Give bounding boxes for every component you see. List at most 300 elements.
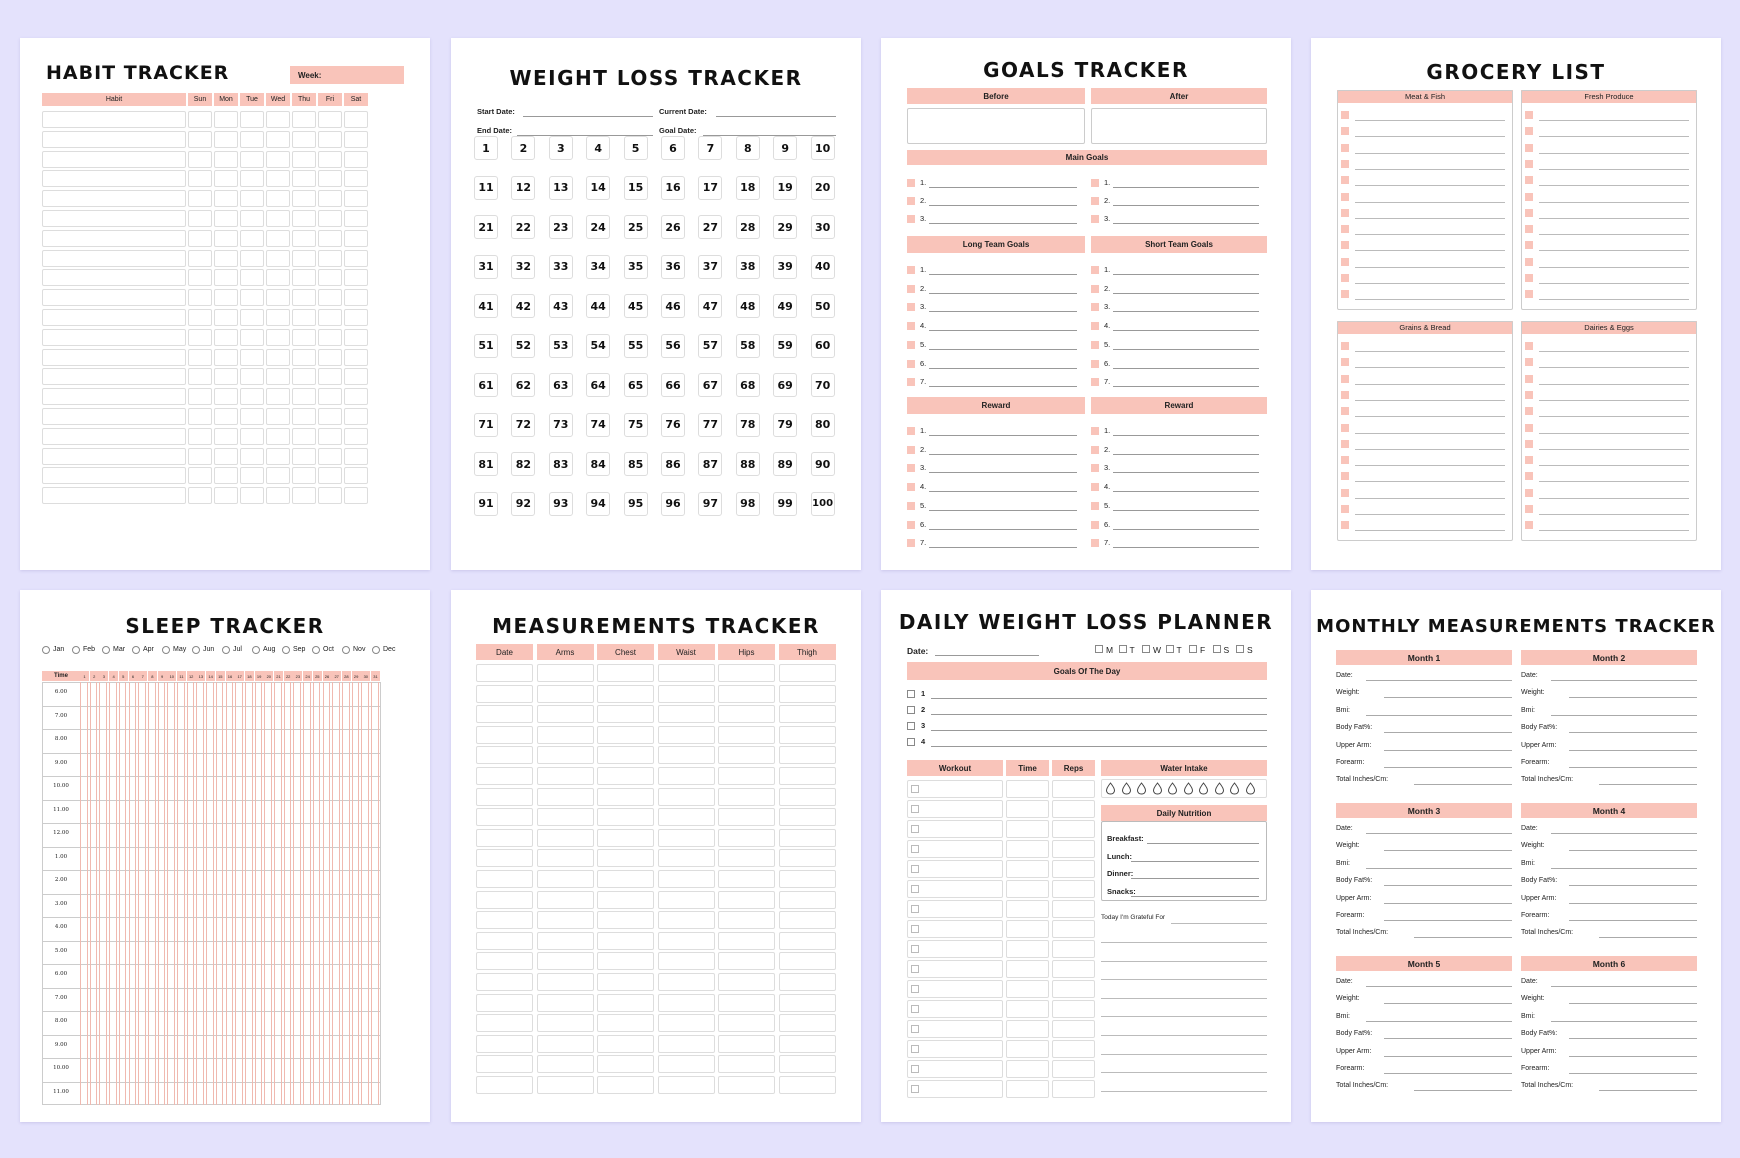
habit-cell[interactable]: [214, 210, 238, 227]
grocery-checkbox[interactable]: [1341, 241, 1349, 249]
weight-number-box[interactable]: 40: [811, 255, 835, 279]
goal-checkbox[interactable]: [907, 179, 915, 187]
grocery-checkbox[interactable]: [1341, 342, 1349, 350]
habit-cell[interactable]: [266, 329, 290, 346]
weight-number-box[interactable]: 78: [736, 413, 760, 437]
habit-cell[interactable]: [240, 368, 264, 385]
workout-cell[interactable]: [907, 780, 1003, 798]
weekday-checkbox[interactable]: [1095, 645, 1103, 653]
workout-checkbox[interactable]: [911, 925, 919, 933]
workout-reps-cell[interactable]: [1052, 800, 1095, 818]
measurement-cell[interactable]: [537, 952, 594, 970]
grocery-item-line[interactable]: [1355, 514, 1505, 515]
measurement-cell[interactable]: [718, 973, 775, 991]
daily-goal-checkbox[interactable]: [907, 706, 915, 714]
habit-cell[interactable]: [214, 448, 238, 465]
meal-line[interactable]: [1131, 878, 1259, 879]
habit-cell[interactable]: [240, 111, 264, 128]
workout-reps-cell[interactable]: [1052, 1080, 1095, 1098]
weight-number-box[interactable]: 97: [698, 492, 722, 516]
habit-cell[interactable]: [344, 408, 368, 425]
habit-cell[interactable]: [266, 467, 290, 484]
weight-number-box[interactable]: 22: [511, 215, 535, 239]
workout-checkbox[interactable]: [911, 785, 919, 793]
grocery-checkbox[interactable]: [1525, 290, 1533, 298]
grateful-line[interactable]: [1101, 961, 1267, 962]
weight-number-box[interactable]: 86: [661, 452, 685, 476]
goal-checkbox[interactable]: [1091, 197, 1099, 205]
measurement-cell[interactable]: [537, 808, 594, 826]
grocery-item-line[interactable]: [1539, 218, 1689, 219]
habit-cell[interactable]: [266, 230, 290, 247]
weight-number-box[interactable]: 24: [586, 215, 610, 239]
measurement-cell[interactable]: [718, 952, 775, 970]
daily-goal-line[interactable]: [931, 730, 1267, 731]
goal-item-line[interactable]: [929, 330, 1077, 331]
month-radio[interactable]: [42, 646, 50, 654]
measurement-cell[interactable]: [597, 994, 654, 1012]
habit-cell[interactable]: [42, 388, 186, 405]
weight-number-box[interactable]: 42: [511, 294, 535, 318]
weight-number-box[interactable]: 35: [624, 255, 648, 279]
workout-time-cell[interactable]: [1006, 820, 1049, 838]
month-radio[interactable]: [72, 646, 80, 654]
measurement-cell[interactable]: [658, 746, 715, 764]
day-column[interactable]: [129, 682, 137, 1105]
habit-cell[interactable]: [214, 467, 238, 484]
month-field-line[interactable]: [1569, 1038, 1697, 1039]
month-field-line[interactable]: [1569, 1073, 1697, 1074]
measurement-cell[interactable]: [779, 705, 836, 723]
workout-cell[interactable]: [907, 1060, 1003, 1078]
habit-cell[interactable]: [188, 368, 212, 385]
month-radio[interactable]: [252, 646, 260, 654]
measurement-cell[interactable]: [537, 932, 594, 950]
weight-number-box[interactable]: 89: [773, 452, 797, 476]
month-field-line[interactable]: [1599, 1090, 1697, 1091]
habit-cell[interactable]: [188, 230, 212, 247]
measurement-cell[interactable]: [537, 973, 594, 991]
before-box[interactable]: [907, 108, 1085, 144]
day-column[interactable]: [109, 682, 117, 1105]
habit-cell[interactable]: [344, 368, 368, 385]
weight-number-box[interactable]: 23: [549, 215, 573, 239]
habit-cell[interactable]: [188, 487, 212, 504]
goal-checkbox[interactable]: [1091, 521, 1099, 529]
habit-cell[interactable]: [240, 467, 264, 484]
measurement-cell[interactable]: [658, 994, 715, 1012]
goal-checkbox[interactable]: [907, 521, 915, 529]
habit-cell[interactable]: [214, 368, 238, 385]
weight-number-box[interactable]: 52: [511, 334, 535, 358]
water-drop-icon[interactable]: [1152, 782, 1163, 795]
goal-item-line[interactable]: [929, 311, 1077, 312]
weight-number-box[interactable]: 10: [811, 136, 835, 160]
habit-cell[interactable]: [42, 309, 186, 326]
grocery-item-line[interactable]: [1539, 400, 1689, 401]
grocery-item-line[interactable]: [1355, 169, 1505, 170]
workout-cell[interactable]: [907, 980, 1003, 998]
habit-cell[interactable]: [344, 111, 368, 128]
day-column[interactable]: [361, 682, 369, 1105]
goal-item-line[interactable]: [1113, 435, 1259, 436]
month-field-line[interactable]: [1599, 937, 1697, 938]
weight-number-box[interactable]: 33: [549, 255, 573, 279]
habit-cell[interactable]: [344, 289, 368, 306]
day-column[interactable]: [196, 682, 204, 1105]
weight-number-box[interactable]: 14: [586, 176, 610, 200]
goal-item-line[interactable]: [929, 529, 1077, 530]
weight-number-box[interactable]: 77: [698, 413, 722, 437]
grocery-item-line[interactable]: [1355, 202, 1505, 203]
habit-cell[interactable]: [318, 309, 342, 326]
goal-checkbox[interactable]: [907, 427, 915, 435]
habit-cell[interactable]: [42, 368, 186, 385]
weight-number-box[interactable]: 66: [661, 373, 685, 397]
day-column[interactable]: [313, 682, 321, 1105]
goal-item-line[interactable]: [1113, 454, 1259, 455]
month-radio[interactable]: [162, 646, 170, 654]
workout-checkbox[interactable]: [911, 1025, 919, 1033]
grateful-line[interactable]: [1101, 1054, 1267, 1055]
habit-cell[interactable]: [318, 428, 342, 445]
grocery-item-line[interactable]: [1539, 299, 1689, 300]
goal-item-line[interactable]: [929, 472, 1077, 473]
goal-checkbox[interactable]: [1091, 303, 1099, 311]
weight-number-box[interactable]: 49: [773, 294, 797, 318]
grocery-checkbox[interactable]: [1341, 258, 1349, 266]
day-column[interactable]: [352, 682, 360, 1105]
weight-number-box[interactable]: 82: [511, 452, 535, 476]
weight-number-box[interactable]: 17: [698, 176, 722, 200]
habit-cell[interactable]: [188, 388, 212, 405]
measurement-cell[interactable]: [537, 849, 594, 867]
workout-reps-cell[interactable]: [1052, 900, 1095, 918]
habit-cell[interactable]: [318, 111, 342, 128]
weight-number-box[interactable]: 92: [511, 492, 535, 516]
weight-number-box[interactable]: 15: [624, 176, 648, 200]
measurement-cell[interactable]: [476, 808, 533, 826]
grocery-item-line[interactable]: [1539, 250, 1689, 251]
grocery-item-line[interactable]: [1539, 498, 1689, 499]
weight-number-box[interactable]: 99: [773, 492, 797, 516]
grocery-checkbox[interactable]: [1341, 290, 1349, 298]
workout-cell[interactable]: [907, 920, 1003, 938]
month-field-line[interactable]: [1366, 715, 1512, 716]
workout-cell[interactable]: [907, 880, 1003, 898]
workout-cell[interactable]: [907, 1000, 1003, 1018]
measurement-cell[interactable]: [718, 1035, 775, 1053]
weekday-checkbox[interactable]: [1119, 645, 1127, 653]
workout-time-cell[interactable]: [1006, 1000, 1049, 1018]
goal-item-line[interactable]: [1113, 205, 1259, 206]
grocery-item-line[interactable]: [1355, 416, 1505, 417]
habit-cell[interactable]: [214, 170, 238, 187]
weight-number-box[interactable]: 44: [586, 294, 610, 318]
weight-number-box[interactable]: 93: [549, 492, 573, 516]
grocery-item-line[interactable]: [1539, 530, 1689, 531]
day-column[interactable]: [99, 682, 107, 1105]
month-field-line[interactable]: [1569, 1056, 1697, 1057]
month-field-line[interactable]: [1569, 1003, 1697, 1004]
weight-number-box[interactable]: 60: [811, 334, 835, 358]
weight-number-box[interactable]: 18: [736, 176, 760, 200]
weight-number-box[interactable]: 88: [736, 452, 760, 476]
grocery-item-line[interactable]: [1539, 169, 1689, 170]
workout-checkbox[interactable]: [911, 805, 919, 813]
workout-reps-cell[interactable]: [1052, 1040, 1095, 1058]
grocery-checkbox[interactable]: [1341, 424, 1349, 432]
goal-item-line[interactable]: [1113, 529, 1259, 530]
workout-checkbox[interactable]: [911, 1045, 919, 1053]
weight-number-box[interactable]: 45: [624, 294, 648, 318]
weight-number-box[interactable]: 20: [811, 176, 835, 200]
workout-cell[interactable]: [907, 860, 1003, 878]
workout-time-cell[interactable]: [1006, 960, 1049, 978]
measurement-cell[interactable]: [658, 685, 715, 703]
goal-checkbox[interactable]: [1091, 285, 1099, 293]
habit-cell[interactable]: [318, 487, 342, 504]
measurement-cell[interactable]: [537, 1076, 594, 1094]
habit-cell[interactable]: [344, 250, 368, 267]
grocery-checkbox[interactable]: [1525, 440, 1533, 448]
habit-cell[interactable]: [318, 170, 342, 187]
measurement-cell[interactable]: [476, 767, 533, 785]
habit-cell[interactable]: [240, 329, 264, 346]
goal-checkbox[interactable]: [907, 360, 915, 368]
weight-number-box[interactable]: 12: [511, 176, 535, 200]
habit-cell[interactable]: [292, 428, 316, 445]
goal-item-line[interactable]: [929, 187, 1077, 188]
measurement-cell[interactable]: [718, 685, 775, 703]
habit-cell[interactable]: [266, 428, 290, 445]
grocery-checkbox[interactable]: [1525, 241, 1533, 249]
workout-time-cell[interactable]: [1006, 1080, 1049, 1098]
measurement-cell[interactable]: [537, 891, 594, 909]
weight-number-box[interactable]: 21: [474, 215, 498, 239]
water-drop-icon[interactable]: [1167, 782, 1178, 795]
month-radio[interactable]: [312, 646, 320, 654]
workout-reps-cell[interactable]: [1052, 1000, 1095, 1018]
measurement-cell[interactable]: [597, 829, 654, 847]
weight-number-box[interactable]: 90: [811, 452, 835, 476]
goal-item-line[interactable]: [929, 454, 1077, 455]
habit-cell[interactable]: [318, 368, 342, 385]
measurement-cell[interactable]: [476, 1035, 533, 1053]
measurement-cell[interactable]: [476, 849, 533, 867]
weight-number-box[interactable]: 98: [736, 492, 760, 516]
measurement-cell[interactable]: [718, 911, 775, 929]
weight-number-box[interactable]: 25: [624, 215, 648, 239]
habit-cell[interactable]: [42, 230, 186, 247]
goal-item-line[interactable]: [929, 274, 1077, 275]
grocery-checkbox[interactable]: [1341, 111, 1349, 119]
month-field-line[interactable]: [1384, 750, 1512, 751]
day-column[interactable]: [371, 682, 379, 1105]
weight-number-box[interactable]: 69: [773, 373, 797, 397]
measurement-cell[interactable]: [718, 788, 775, 806]
workout-reps-cell[interactable]: [1052, 980, 1095, 998]
habit-cell[interactable]: [292, 170, 316, 187]
habit-cell[interactable]: [214, 111, 238, 128]
day-column[interactable]: [245, 682, 253, 1105]
measurement-cell[interactable]: [658, 891, 715, 909]
habit-cell[interactable]: [42, 250, 186, 267]
goal-checkbox[interactable]: [1091, 360, 1099, 368]
grocery-checkbox[interactable]: [1341, 489, 1349, 497]
measurement-cell[interactable]: [597, 952, 654, 970]
habit-cell[interactable]: [292, 230, 316, 247]
habit-cell[interactable]: [42, 349, 186, 366]
measurement-cell[interactable]: [718, 932, 775, 950]
measurement-cell[interactable]: [658, 1035, 715, 1053]
habit-cell[interactable]: [240, 349, 264, 366]
measurement-cell[interactable]: [537, 746, 594, 764]
workout-checkbox[interactable]: [911, 1085, 919, 1093]
habit-cell[interactable]: [266, 111, 290, 128]
habit-cell[interactable]: [240, 230, 264, 247]
measurement-cell[interactable]: [537, 664, 594, 682]
habit-cell[interactable]: [292, 151, 316, 168]
grocery-checkbox[interactable]: [1341, 391, 1349, 399]
habit-cell[interactable]: [292, 111, 316, 128]
goal-item-line[interactable]: [929, 223, 1077, 224]
goal-checkbox[interactable]: [1091, 446, 1099, 454]
workout-reps-cell[interactable]: [1052, 920, 1095, 938]
measurement-cell[interactable]: [779, 767, 836, 785]
grateful-line[interactable]: [1101, 998, 1267, 999]
weight-number-box[interactable]: 79: [773, 413, 797, 437]
day-column[interactable]: [332, 682, 340, 1105]
day-column[interactable]: [187, 682, 195, 1105]
measurement-cell[interactable]: [718, 870, 775, 888]
grocery-item-line[interactable]: [1539, 120, 1689, 121]
month-field-line[interactable]: [1551, 833, 1697, 834]
grateful-line[interactable]: [1101, 1072, 1267, 1073]
water-drop-icon[interactable]: [1183, 782, 1194, 795]
weight-number-box[interactable]: 100: [811, 492, 835, 516]
measurement-cell[interactable]: [658, 1055, 715, 1073]
month-field-line[interactable]: [1569, 767, 1697, 768]
grocery-checkbox[interactable]: [1341, 209, 1349, 217]
month-field-line[interactable]: [1599, 784, 1697, 785]
water-drop-icon[interactable]: [1121, 782, 1132, 795]
grocery-checkbox[interactable]: [1525, 144, 1533, 152]
measurement-cell[interactable]: [476, 994, 533, 1012]
daily-goal-line[interactable]: [931, 746, 1267, 747]
grocery-item-line[interactable]: [1355, 283, 1505, 284]
workout-checkbox[interactable]: [911, 885, 919, 893]
month-field-line[interactable]: [1366, 833, 1512, 834]
daily-goal-checkbox[interactable]: [907, 690, 915, 698]
habit-cell[interactable]: [344, 131, 368, 148]
goal-checkbox[interactable]: [907, 446, 915, 454]
habit-cell[interactable]: [344, 329, 368, 346]
measurement-cell[interactable]: [597, 1055, 654, 1073]
workout-time-cell[interactable]: [1006, 780, 1049, 798]
habit-cell[interactable]: [188, 151, 212, 168]
measurement-cell[interactable]: [537, 705, 594, 723]
workout-cell[interactable]: [907, 820, 1003, 838]
daily-goal-checkbox[interactable]: [907, 722, 915, 730]
measurement-cell[interactable]: [597, 1035, 654, 1053]
habit-cell[interactable]: [214, 487, 238, 504]
workout-reps-cell[interactable]: [1052, 940, 1095, 958]
month-field-line[interactable]: [1569, 903, 1697, 904]
workout-time-cell[interactable]: [1006, 900, 1049, 918]
day-column[interactable]: [264, 682, 272, 1105]
month-field-line[interactable]: [1551, 1021, 1697, 1022]
habit-cell[interactable]: [344, 190, 368, 207]
goal-item-line[interactable]: [1113, 510, 1259, 511]
habit-cell[interactable]: [188, 349, 212, 366]
habit-cell[interactable]: [266, 408, 290, 425]
habit-cell[interactable]: [266, 170, 290, 187]
measurement-cell[interactable]: [476, 911, 533, 929]
grocery-item-line[interactable]: [1355, 530, 1505, 531]
workout-time-cell[interactable]: [1006, 840, 1049, 858]
habit-cell[interactable]: [292, 448, 316, 465]
habit-cell[interactable]: [188, 309, 212, 326]
weekday-checkbox[interactable]: [1213, 645, 1221, 653]
weight-number-box[interactable]: 68: [736, 373, 760, 397]
day-column[interactable]: [148, 682, 156, 1105]
water-drop-icon[interactable]: [1214, 782, 1225, 795]
workout-time-cell[interactable]: [1006, 1040, 1049, 1058]
grocery-checkbox[interactable]: [1341, 375, 1349, 383]
month-field-line[interactable]: [1366, 680, 1512, 681]
weight-number-box[interactable]: 61: [474, 373, 498, 397]
measurement-cell[interactable]: [718, 726, 775, 744]
habit-cell[interactable]: [188, 250, 212, 267]
measurement-cell[interactable]: [537, 767, 594, 785]
month-field-line[interactable]: [1384, 903, 1512, 904]
habit-cell[interactable]: [42, 448, 186, 465]
goal-item-line[interactable]: [929, 435, 1077, 436]
habit-cell[interactable]: [344, 151, 368, 168]
measurement-cell[interactable]: [658, 829, 715, 847]
goal-checkbox[interactable]: [1091, 464, 1099, 472]
weight-number-box[interactable]: 95: [624, 492, 648, 516]
workout-checkbox[interactable]: [911, 965, 919, 973]
habit-cell[interactable]: [318, 467, 342, 484]
grocery-item-line[interactable]: [1539, 351, 1689, 352]
grocery-checkbox[interactable]: [1525, 489, 1533, 497]
weight-number-box[interactable]: 38: [736, 255, 760, 279]
weight-number-box[interactable]: 85: [624, 452, 648, 476]
habit-cell[interactable]: [214, 388, 238, 405]
month-field-line[interactable]: [1569, 920, 1697, 921]
workout-cell[interactable]: [907, 960, 1003, 978]
habit-cell[interactable]: [292, 269, 316, 286]
goal-item-line[interactable]: [1113, 368, 1259, 369]
weight-number-box[interactable]: 26: [661, 215, 685, 239]
habit-cell[interactable]: [240, 250, 264, 267]
month-field-line[interactable]: [1384, 885, 1512, 886]
habit-cell[interactable]: [240, 487, 264, 504]
habit-cell[interactable]: [318, 210, 342, 227]
measurement-cell[interactable]: [597, 849, 654, 867]
habit-cell[interactable]: [214, 309, 238, 326]
habit-cell[interactable]: [214, 408, 238, 425]
measurement-cell[interactable]: [718, 1055, 775, 1073]
weight-number-box[interactable]: 4: [586, 136, 610, 160]
goal-checkbox[interactable]: [1091, 215, 1099, 223]
workout-checkbox[interactable]: [911, 905, 919, 913]
grocery-checkbox[interactable]: [1341, 193, 1349, 201]
measurement-cell[interactable]: [779, 808, 836, 826]
weight-number-box[interactable]: 94: [586, 492, 610, 516]
